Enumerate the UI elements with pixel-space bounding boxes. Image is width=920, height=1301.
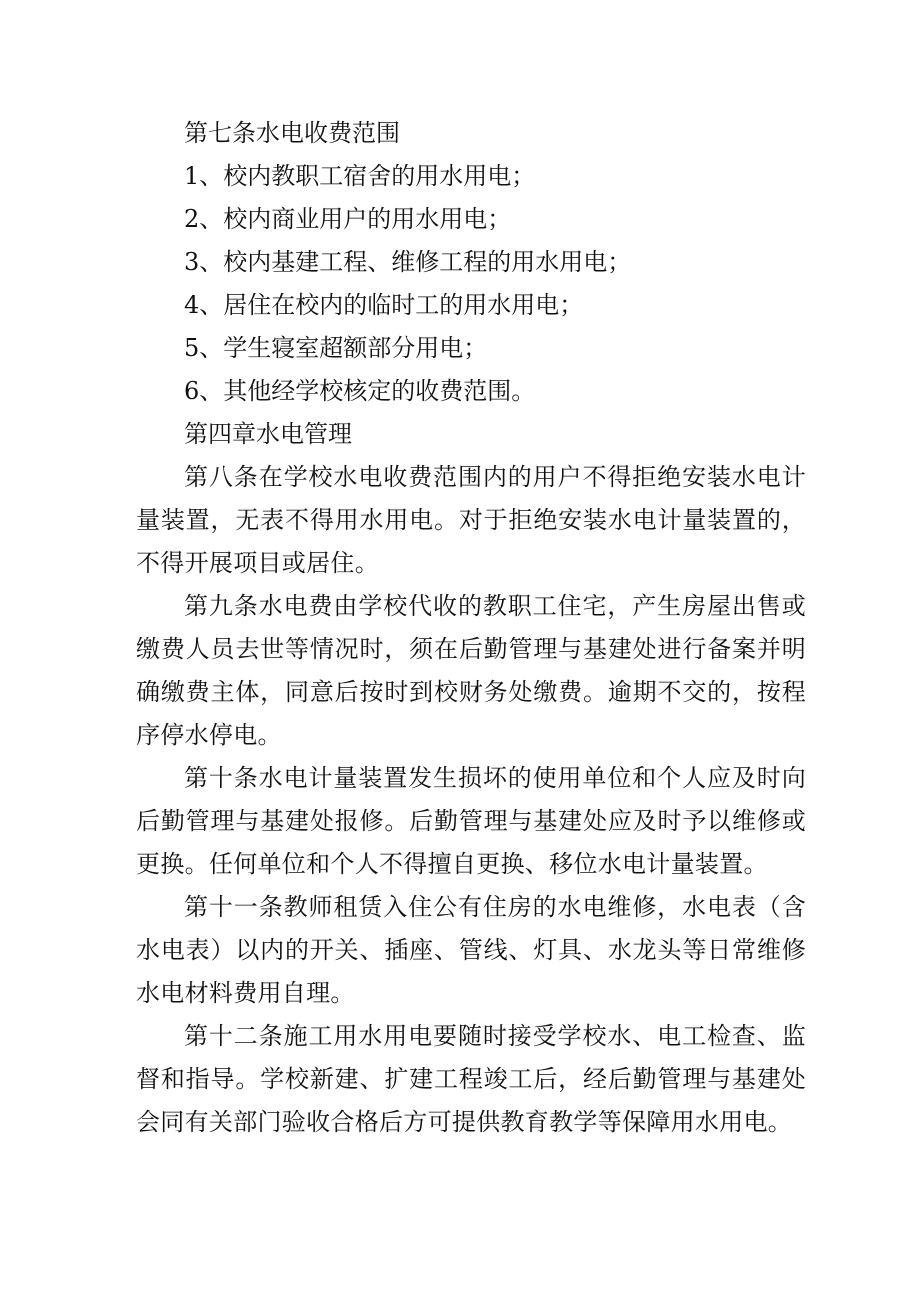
scope-item-4: 4、居住在校内的临时工的用水用电； [184, 291, 584, 319]
scope-item-5: 5、学生寝室超额部分用电； [184, 334, 488, 362]
chapter4-title: 第四章水电管理 [184, 420, 352, 448]
article7-heading: 第七条水电收费范围 [184, 119, 400, 147]
scope-item-1: 1、校内教职工宿舍的用水用电； [184, 162, 536, 190]
article8-paragraph: 第八条在学校水电收费范围内的用户不得拒绝安装水电计量装置，无表不得用水用电。对于拒绝安装水电计量装置的，不得开展项目或居住。 [136, 463, 806, 577]
article10-paragraph: 第十条水电计量装置发生损坏的使用单位和个人应及时向后勤管理与基建处报修。后勤管理与基建处应及时予以维修或更换。任何单位和个人不得擅自更换、移位水电计量装置。 [136, 764, 806, 878]
scope-item-2: 2、校内商业用户的用水用电； [184, 205, 512, 233]
article12-paragraph: 第十二条施工用水用电要随时接受学校水、电工检查、监督和指导。学校新建、扩建工程竣工后，经后勤管理与基建处会同有关部门验收合格后方可提供教育教学等保障用水用电。 [136, 1022, 806, 1136]
article11-paragraph: 第十一条教师租赁入住公有住房的水电维修，水电表（含水电表）以内的开关、插座、管线、灯具、水龙头等日常维修水电材料费用自理。 [136, 893, 806, 1007]
scope-item-3: 3、校内基建工程、维修工程的用水用电； [184, 248, 632, 276]
document-body [136, 112, 806, 1144]
scope-item-6: 6、其他经学校核定的收费范围。 [184, 377, 536, 405]
article9-paragraph: 第九条水电费由学校代收的教职工住宅，产生房屋出售或缴费人员去世等情况时，须在后勤管理与基建处进行备案并明确缴费主体，同意后按时到校财务处缴费。逾期不交的，按程序停水停电。 [136, 592, 806, 749]
